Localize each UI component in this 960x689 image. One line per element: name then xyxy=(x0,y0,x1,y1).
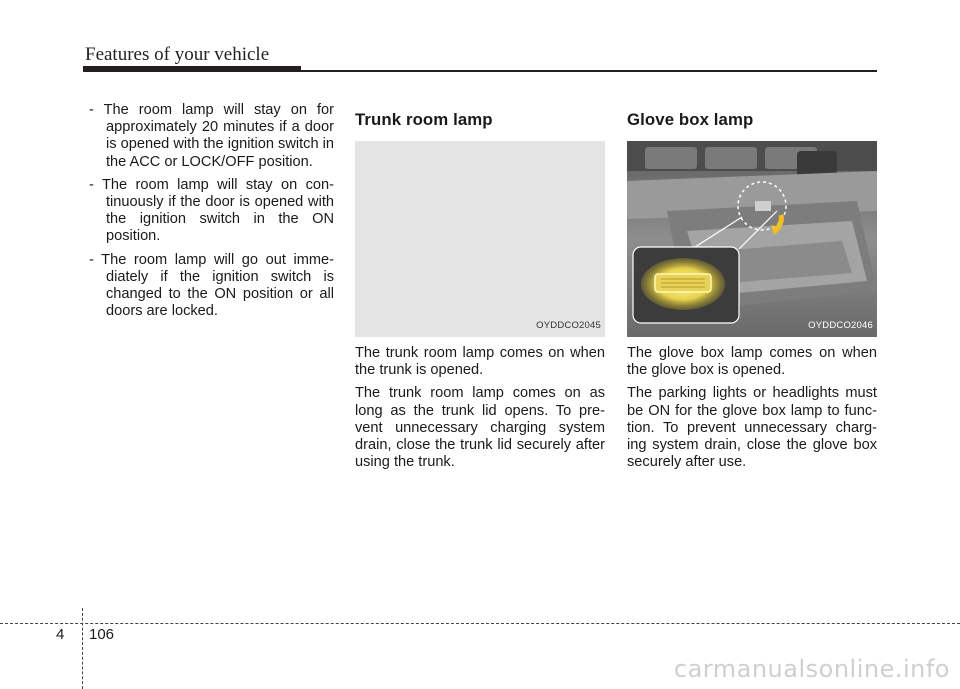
glove-box-lamp-section xyxy=(627,110,877,477)
trunk-figure-code: OYDDCO2045 xyxy=(536,319,601,331)
trunk-paragraph: The trunk room lamp comes on when the trunk is opened. xyxy=(355,345,605,379)
glove-box-heading: Glove box lamp xyxy=(627,110,754,129)
note-bullet: - The room lamp will go out imme- diately if the ignition switch is changed to the ON position or all doors are locked. xyxy=(89,251,334,320)
glove-box-figure-code: OYDDCO2046 xyxy=(808,319,873,331)
note-bullet: - The room lamp will stay on con- tinuously if the door is opened with the ignition switch in the ON position. xyxy=(89,176,334,245)
glove-box-paragraph: The glove box lamp comes on when the glove box is opened. xyxy=(627,345,877,379)
footer-rule xyxy=(0,623,960,624)
trunk-lamp-heading: Trunk room lamp xyxy=(355,110,493,129)
header-rule-thick xyxy=(83,66,301,72)
watermark: carmanualsonline.info xyxy=(673,655,950,683)
glove-box-paragraph: The parking lights or headlights must be ON for the glove box lamp to func- tion. To prevent unnecessary charg- ing system drain, close the glove box securely after use. xyxy=(627,385,877,471)
page-number: 106 xyxy=(89,626,115,643)
room-lamp-notes xyxy=(89,102,334,326)
footer-divider xyxy=(82,608,83,689)
section-number: 4 xyxy=(56,626,65,643)
glove-box-photo xyxy=(627,141,877,337)
trunk-lamp-figure xyxy=(355,141,605,337)
glove-box-figure xyxy=(627,141,877,337)
page-header-title: Features of your vehicle xyxy=(85,44,270,65)
trunk-paragraph: The trunk room lamp comes on as long as the trunk lid opens. To pre- vent unnecessary charging system drain, close the trunk lid securely after using the trunk. xyxy=(355,385,605,471)
note-bullet: - The room lamp will stay on for approximately 20 minutes if a door is opened with the ignition switch in the ACC or LOCK/OFF position. xyxy=(89,102,334,170)
header-rule-thin xyxy=(301,70,877,72)
trunk-room-lamp-section xyxy=(355,110,605,477)
